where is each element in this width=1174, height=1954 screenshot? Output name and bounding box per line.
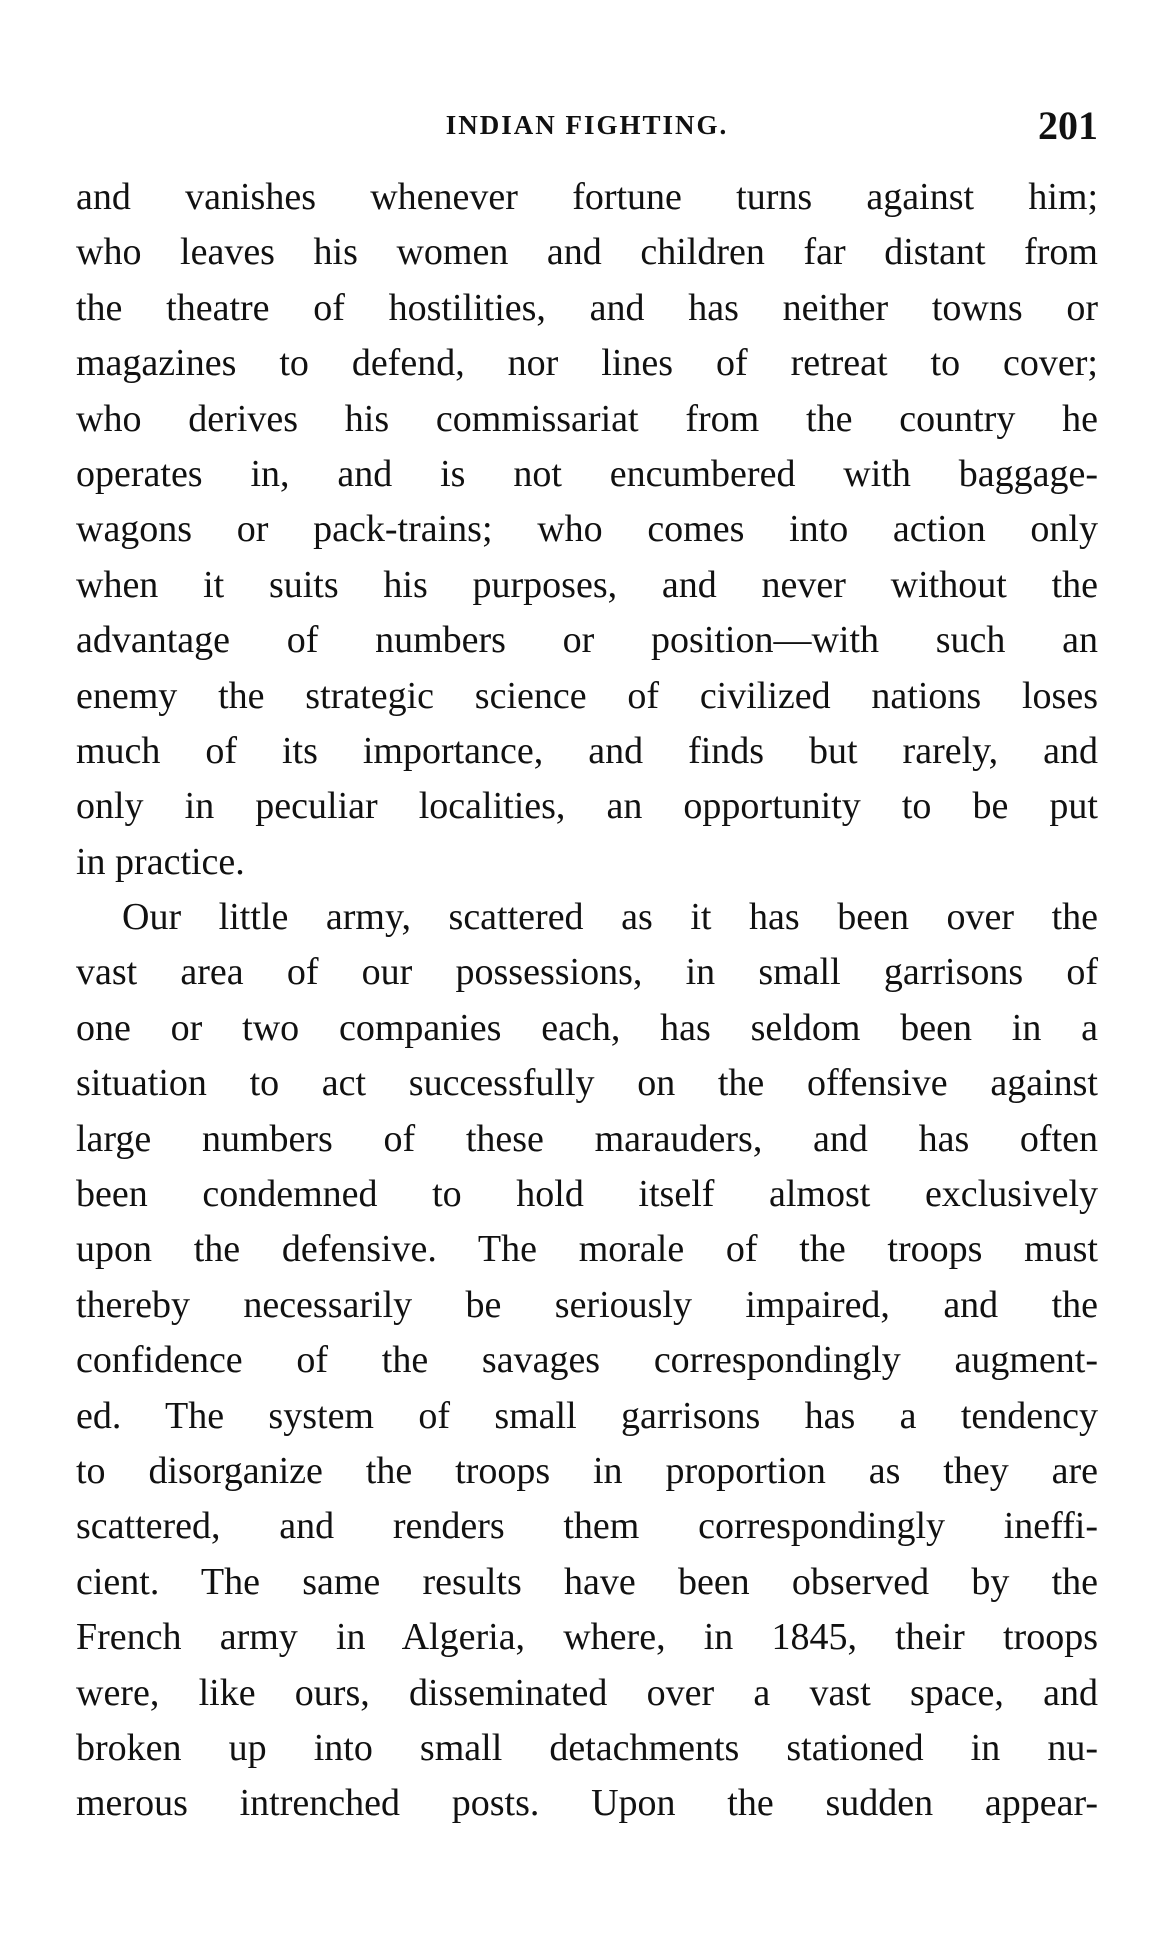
- text-line: one or two companies each, has seldom been in a: [76, 1006, 1098, 1049]
- text-line: French army in Algeria, where, in 1845, their troops: [76, 1616, 1098, 1659]
- text-line: confidence of the savages correspondingly augment-: [76, 1339, 1098, 1382]
- text-line: operates in, and is not encumbered with baggage-: [76, 452, 1098, 495]
- text-line: ed. The system of small garrisons has a tendency: [76, 1394, 1098, 1437]
- text-line: only in peculiar localities, an opportunity to be put: [76, 785, 1098, 828]
- paragraph-1: [76, 170, 1098, 890]
- text-line: when it suits his purposes, and never without the: [76, 563, 1098, 606]
- text-line: to disorganize the troops in proportion as they are: [76, 1449, 1098, 1492]
- text-line: situation to act successfully on the offensive against: [76, 1062, 1098, 1105]
- text-line: upon the defensive. The morale of the troops must: [76, 1228, 1098, 1271]
- text-line: much of its importance, and finds but rarely, and: [76, 729, 1098, 772]
- text-line: who leaves his women and children far distant from: [76, 231, 1098, 274]
- running-head: [76, 102, 1098, 162]
- text-line: Our little army, scattered as it has been over the: [122, 896, 1098, 939]
- text-line: magazines to defend, nor lines of retreat to cover;: [76, 342, 1098, 385]
- text-line: advantage of numbers or position—with such an: [76, 619, 1098, 662]
- text-line: vast area of our possessions, in small garrisons of: [76, 951, 1098, 994]
- text-line: been condemned to hold itself almost exclusively: [76, 1173, 1098, 1216]
- text-line: large numbers of these marauders, and has often: [76, 1117, 1098, 1160]
- running-title: INDIAN FIGHTING.: [445, 110, 729, 140]
- page-number: 201: [1038, 103, 1098, 148]
- paragraph-2: [76, 890, 1098, 1832]
- text-line: cient. The same results have been observed by the: [76, 1560, 1098, 1603]
- text-line: and vanishes whenever fortune turns against him;: [76, 176, 1098, 218]
- text-line: in practice.: [76, 840, 245, 883]
- text-line: were, like ours, disseminated over a vast space, and: [76, 1671, 1098, 1714]
- text-line: wagons or pack-trains; who comes into action only: [76, 508, 1098, 551]
- text-line: who derives his commissariat from the country he: [76, 397, 1098, 440]
- text-line: merous intrenched posts. Upon the sudden appear-: [76, 1782, 1098, 1825]
- text-line: thereby necessarily be seriously impaired, and the: [76, 1283, 1098, 1326]
- text-line: the theatre of hostilities, and has neither towns or: [76, 286, 1098, 329]
- body-text: [76, 170, 1098, 1832]
- text-line: broken up into small detachments stationed in nu-: [76, 1726, 1098, 1769]
- text-line: enemy the strategic science of civilized nations loses: [76, 674, 1098, 717]
- text-line: scattered, and renders them correspondingly ineffi-: [76, 1505, 1098, 1548]
